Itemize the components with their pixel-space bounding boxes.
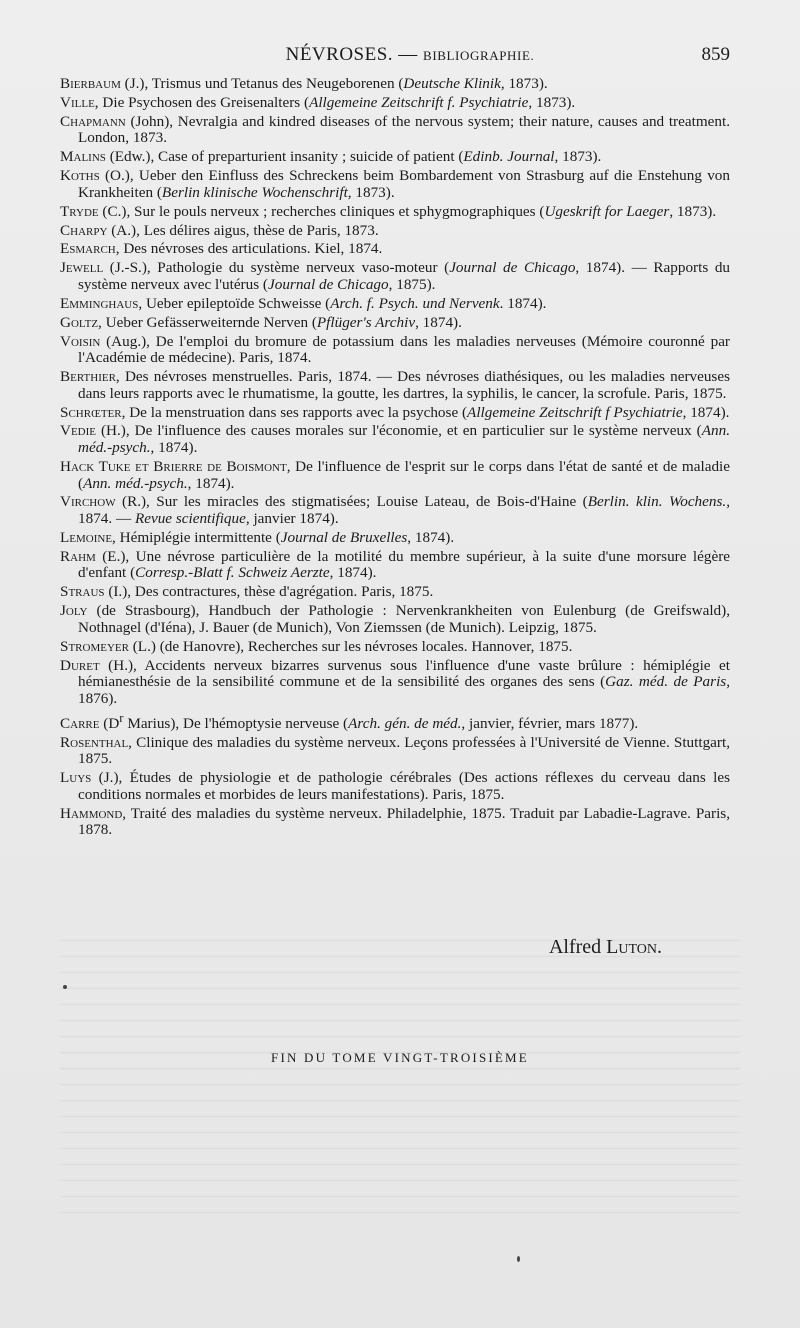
- entry-citation: De la menstruation dans ses rapports avec la psychose (Allgemeine Zeitschrift f Psychiatrie, 1874).: [125, 403, 730, 421]
- bibliography-entry: [60, 584, 730, 601]
- entry-citation: Des névroses des articulations. Kiel, 1874.: [119, 240, 383, 258]
- signature-first-name: Alfred: [548, 936, 602, 958]
- entry-citation: (J.), Études de physiologie et de pathologie cérébrales (Des actions réflexes du cerveau dans les conditions normales et morbides de leurs manifestations). Paris, 1875.: [78, 769, 730, 803]
- entry-citation: (L.) (de Hanovre), Recherches sur les névroses locales. Hannover, 1875.: [128, 637, 573, 655]
- bibliography-entry: [60, 735, 730, 768]
- bibliography-entry: [60, 806, 730, 839]
- entry-citation: (Edw.), Case of preparturient insanity ; suicide of patient (Edinb. Journal, 1873).: [105, 148, 602, 166]
- entry-author: Esmarch,: [60, 240, 120, 258]
- entry-author: Luys: [60, 769, 92, 787]
- author-signature: [549, 936, 662, 959]
- entry-author: Virchow: [60, 493, 116, 511]
- entry-author: Vedie: [60, 422, 97, 440]
- entry-author: Charpy: [60, 221, 108, 239]
- bibliography-entry: [60, 315, 730, 332]
- entry-citation: Ueber epileptoïde Schweisse (Arch. f. Psych. und Nervenk. 1874).: [142, 294, 547, 312]
- entry-author: Straus: [60, 583, 105, 601]
- bibliography-entry: [60, 369, 730, 402]
- entry-citation: ($D^r$ Marius), De l'hémoptysie nerveuse (Arch. gén. de méd., janvier, février, mars 1877).: [99, 710, 639, 732]
- entry-author: Jewell: [60, 259, 104, 277]
- bibliography-entry: [60, 241, 730, 258]
- bibliography-entry: [60, 114, 730, 147]
- entry-citation: (E.), Une névrose particulière de la motilité du membre supérieur, à la suite d'une morsure légère d'enfant (Corresp.-Blatt f. Schweiz Aerzte, 1874).: [78, 547, 730, 582]
- bibliography-entry: [60, 770, 730, 803]
- entry-author: Carre: [60, 714, 100, 732]
- bibliography-entry: [60, 549, 730, 582]
- bibliography-entry: [60, 260, 730, 293]
- entry-citation: (C.), Sur le pouls nerveux ; recherches cliniques et sphygmographiques (Ugeskrift for Laeger, 1873).: [98, 202, 717, 220]
- entry-citation: Hémiplégie intermittente (Journal de Bruxelles, 1874).: [115, 528, 455, 546]
- ink-speck: [517, 1256, 520, 1262]
- bibliography-entry: [60, 603, 730, 636]
- entry-author: Hack Tuke et Brierre de Boismont,: [60, 457, 291, 475]
- entry-citation: (A.), Les délires aigus, thèse de Paris, 1873.: [107, 221, 379, 239]
- running-title-main: NÉVROSES. —: [285, 44, 418, 65]
- entry-author: Hammond,: [60, 804, 127, 822]
- entry-author: Bierbaum (J.),: [60, 75, 149, 92]
- running-title: [60, 44, 760, 66]
- entry-author: Emminghaus,: [60, 294, 143, 312]
- entry-citation: De l'influence de l'esprit sur le corps dans l'état de santé et de maladie (Ann. méd.-psych., 1874).: [78, 457, 730, 492]
- entry-citation: (H.), Accidents nerveux bizarres survenus sous l'influence d'une vaste brûlure : hémiplégie et hémianesthésie de la sensibilité commune et de la sensibilité des organes des sens (Gaz. méd. de Paris, 1876).: [78, 656, 730, 707]
- entry-author: Berthier,: [60, 368, 120, 386]
- entry-author: Voisin: [60, 332, 101, 350]
- entry-citation: Die Psychosen des Greisenalters (Allgemeine Zeitschrift f. Psychiatrie, 1873).: [98, 93, 576, 111]
- page-number: 859: [701, 44, 730, 65]
- entry-citation: (John), Nevralgia and kindred diseases of the nervous system; their nature, causes and treatment. London, 1873.: [78, 112, 730, 147]
- entry-author: Chapmann: [60, 112, 126, 130]
- bibliography-entry: [60, 76, 730, 93]
- bibliography-entry: [60, 710, 730, 733]
- entry-citation: Traité des maladies du système nerveux. Philadelphie, 1875. Traduit par Labadie-Lagrave. Paris, 1878.: [78, 804, 730, 839]
- bibliography-entry: [60, 639, 730, 656]
- bibliography-entry: [60, 459, 730, 492]
- entry-citation: Trismus und Tetanus des Neugeborenen (Deutsche Klinik, 1873).: [148, 75, 548, 92]
- end-of-volume-note: FIN DU TOME VINGT-TROISIÈME: [271, 1050, 529, 1065]
- bibliography-entry: [60, 223, 730, 240]
- running-title-sub: BIBLIOGRAPHIE.: [423, 48, 535, 63]
- entry-author: Tryde: [60, 202, 99, 220]
- entry-citation: Des névroses menstruelles. Paris, 1874. — Des névroses diathésiques, ou les maladies nerveuses dans leurs rapports avec le rhumatisme, la goutte, les dartres, la syphilis, le cancer, la scrofule. Paris, 1875.: [78, 368, 730, 402]
- entry-citation: (Aug.), De l'emploi du bromure de potassium dans les maladies nerveuses (Mémoire couronné par l'Académie de médecine). Paris, 1874.: [78, 332, 730, 367]
- bibliography-entry: [60, 405, 730, 422]
- show-through-text: [60, 940, 740, 1220]
- entry-author: Stromeyer: [60, 637, 129, 655]
- entry-author: Koths: [60, 167, 100, 185]
- bibliography-entry: [60, 530, 730, 547]
- entry-author: Schrœter,: [60, 403, 126, 421]
- bibliography-entry: [60, 658, 730, 708]
- entry-citation: (J.-S.), Pathologie du système nerveux vaso-moteur (Journal de Chicago, 1874). — Rapports du système nerveux avec l'utérus (Journal de Chicago, 1875).: [78, 259, 731, 293]
- entry-citation: Ueber Gefässerweiternde Nerven (Pflüger's Archiv, 1874).: [101, 313, 462, 331]
- entry-author: Malins: [60, 148, 106, 166]
- running-header: [60, 44, 760, 72]
- entry-author: Goltz,: [60, 313, 102, 331]
- entry-citation: (O.), Ueber den Einfluss des Schreckens beim Bombardement von Strasburg auf die Enstehung von Krankheiten (Berlin klinische Wochenschrift, 1873).: [78, 167, 730, 201]
- bibliography-entry: [60, 423, 730, 456]
- bibliography-entry: [60, 334, 730, 367]
- entry-author: Ville,: [60, 93, 99, 111]
- entry-author: Lemoine,: [60, 528, 116, 546]
- ink-speck: [63, 985, 67, 989]
- entry-author: Duret: [60, 656, 100, 674]
- entry-citation: Clinique des maladies du système nerveux. Leçons professées à l'Université de Vienne. Stuttgart, 1875.: [78, 733, 730, 768]
- signature-last-name: Luton.: [606, 936, 662, 958]
- bibliography-entry: [60, 494, 730, 527]
- bibliography-entry: [60, 95, 730, 112]
- entry-citation: (de Strasbourg), Handbuch der Pathologie : Nervenkrankheiten von Eulenburg (de Greifswald), Nothnagel (d'Iéna), J. Bauer (de Munich), Von Ziemssen (de Munich). Leipzig, 1875.: [78, 602, 730, 636]
- entry-author: Joly: [60, 602, 88, 620]
- entry-author: Rosenthal,: [60, 733, 132, 751]
- entry-citation: (R.), Sur les miracles des stigmatisées; Louise Lateau, de Bois-d'Haine (Berlin. klin. Wochens., 1874. — Revue scientifique, janvier 1874).: [78, 493, 730, 527]
- bibliography-entry: [60, 296, 730, 313]
- bibliography-entry: [60, 168, 730, 201]
- bibliography-entry: [60, 204, 730, 221]
- entry-author: Rahm: [60, 547, 96, 565]
- entry-citation: (H.), De l'influence des causes morales sur l'économie, et en particulier sur le système nerveux (Ann. méd.-psych., 1874).: [78, 422, 730, 457]
- bibliography-entry: [60, 149, 730, 166]
- entry-citation: (I.), Des contractures, thèse d'agrégation. Paris, 1875.: [104, 583, 434, 601]
- bibliography-list: [60, 76, 730, 841]
